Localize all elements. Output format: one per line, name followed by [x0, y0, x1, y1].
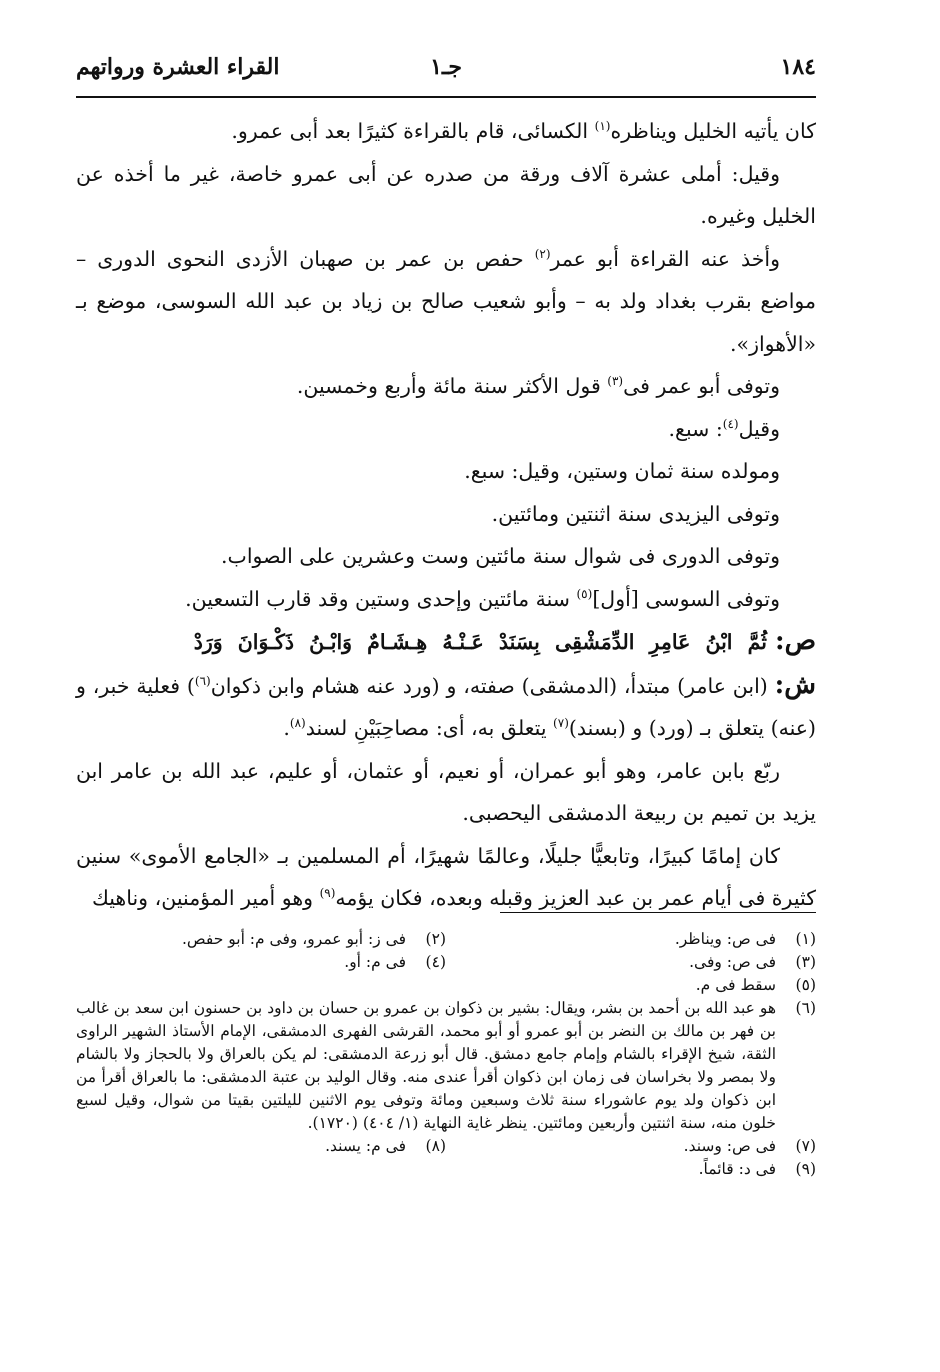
paragraph: ربّع بابن عامر، وهو أبو عمران، أو نعيم، أو عثمان، أو عليم، عبد الله بن عامر ابن يزيد بن تميم بن ربيعة الدمشقى اليحصبى. — [76, 758, 816, 825]
volume-label: جـ١ — [430, 54, 462, 80]
paragraph: ومولده سنة ثمان وستين، وقيل: سبع. — [464, 459, 780, 483]
paragraph: وتوفى أبو عمر فى$^{(٣)}$ قول الأكثر سنة مائة وأربع وخمسين. — [296, 374, 780, 398]
footnotes — [76, 928, 816, 1181]
footnote: (١) فى ص: ويناظر. — [674, 930, 816, 948]
paragraph: كان يأتيه الخليل ويناظره$^{(١)}$ الكسائى، قام بالقراءة كثيرًا بعد أبى عمرو. — [231, 119, 816, 143]
footnote: (٦) هو عبد الله بن أحمد بن بشر، ويقال: بشير بن ذكوان بن عمرو بن حسان بن داود بن حسنون ابن سعد بن غالب بن فهر بن مالك بن النضر بن أبو عمرو أو أبو محمد، القرشى الفهرى الدمشقى، الإمام الأستاذ الشهير الراوى الثقة، شيخ الإقراء بالشام وإمام جامع دمشق. قال أبو زرعة الدمشقى: لم يكن بالعراق ولا بالحجاز ولا بالشام ولا بمصر ولا بخراسان فى زمان ابن ذكوان أقرأ عندى منه. وقال الوليد بن عتبة الدمشقى: ما بالعراق أقرأ من ابن ذكوان ولد يوم عاشوراء سنة ثلاث وسبعين ومائة وتوفى يوم الاثنين لليلتين بقيتا من شوال، وقيل لسبع خلون منه، سنة اثنتين وأربعين ومائتين. ينظر غاية النهاية (١/ ٤٠٤) (١٧٢٠). — [76, 999, 816, 1132]
footnote: (٧) فى ص: وسند. — [683, 1137, 816, 1155]
main-text — [76, 110, 816, 920]
footnote-ref: (٨) — [289, 716, 306, 731]
footnote-ref: (٥) — [576, 586, 593, 601]
footnote: (٥) سقط فى م. — [695, 976, 816, 994]
footnote-ref: (٦) — [194, 673, 211, 688]
paragraph: كان إمامًا كبيرًا، وتابعيًّا جليلًا، وعالمًا شهيرًا، أم المسلمين بـ «الجامع الأموى» سنين كثيرة فى أيام عمر بن عبد العزيز وقبله وبعده، فكان يؤمه$^{(٩)}$ وهو أمير المؤمنين، وناهيك — [76, 843, 816, 910]
paragraph: وأخذ عنه القراءة أبو عمر$^{(٢)}$ حفص بن عمر بن صهبان الأزدى النحوى الدورى – مواضع بقرب بغداد ولد به – وأبو شعيب صالح بن زياد بن عبد الله السوسى، موضع بـ «الأهواز». — [76, 246, 816, 356]
footnote-ref: (١) — [594, 119, 611, 134]
footnote-rule — [500, 912, 816, 913]
footnote: (٨) فى م: يسند. — [325, 1137, 446, 1155]
footnote: (٣) فى ص: وفى. — [689, 953, 816, 971]
paragraph: وقيل: أملى عشرة آلاف ورقة من صدره عن أبى عمرو خاصة، غير ما أخذه عن الخليل وغيره. — [76, 161, 816, 228]
footnote-row — [76, 1158, 816, 1181]
footnote-row — [76, 928, 816, 951]
footnote-ref: (٩) — [319, 886, 336, 901]
footnote-row — [76, 974, 816, 997]
verse-marker: ص: — [774, 626, 816, 656]
footnote: (٢) فى ز: أبو عمرو، وفى م: أبو حفص. — [181, 930, 446, 948]
verse-line — [76, 620, 816, 664]
paragraph: وقيل$^{(٤)}$: سبع. — [668, 416, 780, 441]
footnote-ref: (٣) — [607, 374, 624, 389]
paragraph: وتوفى الدورى فى شوال سنة مائتين وست وعشرين على الصواب. — [221, 544, 780, 568]
footnote-row — [76, 951, 816, 974]
paragraph: وتوفى السوسى [أول]$^{(٥)}$ سنة مائتين وإحدى وستين وقد قارب التسعين. — [185, 586, 780, 611]
page-number: ١٨٤ — [780, 54, 816, 80]
commentary-marker: ش: — [774, 669, 816, 700]
header-rule — [76, 96, 816, 98]
footnote: (٤) فى م: أو. — [344, 953, 446, 971]
verse-text: ثُمَّ ابْنُ عَامِرِ الدِّمَشْقِى بِسَنَدْ عَـنْـهُ هِـشَـامٌ وَابْـنُ ذَكْـوَانَ وَرَدْ — [193, 630, 767, 654]
footnote-ref: (٢) — [534, 246, 551, 261]
commentary: ش: (ابن عامر) مبتدأ، (الدمشقى) صفته، و (ورد عنه هشام وابن ذكوان$^{(٦)}$) فعلية خبر، و (عنه) يتعلق بـ (ورد) و (بسند)$^{(٧)}$ يتعلق به، أى: مصاحِبَيْنِ لسند$^{(٨)}$. — [76, 669, 816, 740]
footnote: (٩) فى د: قائماً. — [698, 1160, 816, 1178]
footnote-ref: (٧) — [553, 716, 569, 731]
footnote-ref: (٤) — [722, 416, 739, 431]
footnote-row — [76, 1135, 816, 1158]
paragraph: وتوفى اليزيدى سنة اثنتين ومائتين. — [491, 501, 780, 526]
running-header — [76, 50, 816, 90]
running-title: القراء العشرة ورواتهم — [76, 54, 280, 80]
